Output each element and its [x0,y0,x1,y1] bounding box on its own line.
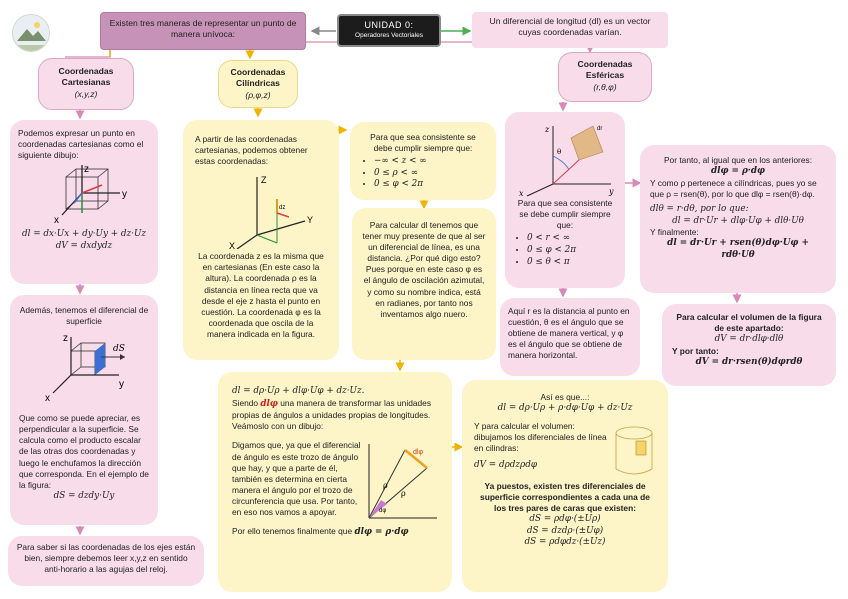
cyl-axis-x: X [229,241,236,250]
surface-1: dS = ρdφ·(±Uρ) [529,513,601,524]
area-axis-z: z [63,333,68,345]
cartesian-axis-z: z [84,164,89,176]
sph-dl-formula: dl = dr·Ur + dlφ·Uφ + dlθ·Uθ [672,215,804,226]
cartesian-intro-card [10,120,158,284]
area-axis-x: x [45,393,50,405]
cyl-condition-rho: • 0 ≤ ρ < ∞ [374,168,486,180]
sph-condition-theta: • 0 ≤ θ < π [527,257,617,269]
cartesian-dl-formula: dl = dx·Ux + dy·Uy + dz·Uz [22,229,146,240]
cartesian-area-card [10,295,158,525]
cyl-condition-z: • −∞ < z < ∞ [374,156,486,168]
spherical-volume-card [662,304,836,386]
surf-text: Ya puestos, existen tres diferenciales de superficie correspondientes a cada una de los tres pares de caras que existen: [480,480,650,513]
cartesian-area-formula: dS = dzdy·Uy [53,490,115,501]
cartesian-intro-text: Podemos expresar un punto en coordenadas cartesianas como el siguiente dibujo: [18,128,144,161]
sph-final-formula: dl = dr·Ur + rsen(θ)dφ·Uφ + rdθ·Uθ [667,238,809,260]
sph-vol-formula-1: dV = dr·dlφ·dlθ [714,334,784,345]
logo-emblem [12,14,50,52]
node-spherical-vars: (r,θ,φ) [593,81,617,92]
cartesian-axes-note [8,536,204,586]
unit-title-box [337,14,441,47]
node-cylindrical [218,60,298,108]
arc-figure [361,440,438,524]
cylindrical-dl-card [352,208,496,360]
spherical-conditions-card [505,112,625,288]
node-cylindrical-name: Coordenadas Cilíndricas [230,67,286,89]
being-text: Siendo [232,397,259,408]
surface-2: dS = dzdρ·(±Uφ) [526,525,604,536]
sph-condition-phi: • 0 ≤ φ < 2π [527,245,617,257]
dlphi-term: dlφ [260,398,278,409]
sph-dr-label: dr [597,126,603,132]
arc-rho-label: ρ [383,481,389,491]
spherical-figure [513,120,617,198]
finally-text: Por ello tenemos finalmente que [232,526,353,537]
definition-text: Un diferencial de longitud (dl) es un vector cuyas coordenadas varían. [489,16,651,38]
sph-dl-phi: dlφ = ρ·dφ [711,166,765,177]
sph-condition-r: • 0 < r < ∞ [527,233,617,245]
volume-figure [610,421,656,475]
sph-axis-x: x [519,189,524,198]
cylindrical-arc-text: Digamos que, ya que el diferencial de ángulo es este trozo de ángulo que hay, y que a parte de él, también es determina en cierta manera el ángulo por el trozo de circunferencia que usa. Por tanto, en eso nos vamos a apoyar. [232,440,361,517]
cylindrical-intro-card [183,120,339,360]
spherical-explain-card [500,298,640,376]
cylindrical-intro-text: A partir de las coordenadas cartesianas, podemos obtener estas coordenadas: [195,134,308,167]
node-cartesian-name: Coordenadas Cartesianas [58,66,114,88]
cyl-axis-z: Z [261,175,267,186]
cartesian-dv-formula: dV = dxdydz [55,240,113,251]
cyl-condition-phi: • 0 ≤ φ < 2π [374,179,486,191]
sph-vol-intro-2: Y por tanto: [672,345,719,356]
cylindrical-conditions-list [360,156,486,191]
cyl-dz-label: dz [279,205,286,212]
arc-rho-label-2: ρ [401,489,407,499]
spherical-explain-text: Aquí r es la distancia al punto en cuestión, θ es el ángulo que se obtiene de manera vertical, y φ es el ángulo que se obtiene de manera horizontal. [508,306,630,361]
cartesian-area-text: Que como se puede apreciar, es perpendicular a la superficie. Se calcula como el producto escalar de las otras dos coordenadas y luego le enchufamos la dirección que corresponda. En el ejemplo de la figura: [19,413,149,490]
intro-text: Existen tres maneras de representar un punto de manera unívoca: [109,18,297,40]
node-cartesian [38,58,134,110]
arc-dl-label: dlφ [413,449,424,457]
sph-axis-y: y [609,187,614,196]
final-formula: dlφ = ρ·dφ [354,527,409,538]
surface-3: dS = ρdφdz·(±Uz) [524,537,606,548]
cylindrical-volume-card [462,380,668,592]
cartesian-axis-x: x [54,215,59,227]
cartesian-axis-y: y [122,189,127,201]
cartesian-cube-figure [18,163,148,227]
arc-phi-label: dφ [379,508,387,515]
cylindrical-cond-intro: Para que sea consistente se debe cumplir siempre que: [370,132,476,154]
cylindrical-figure [195,169,327,249]
cylindrical-explain-text: La coordenada z es la misma que en cartesianas (En este caso la altura). La coordenada ρ es la distancia en línea recta que va desde el eje z hasta el punto en cuestión. La coordenada φ es la coordenada que oscila de la manera indicada en la figura. [198,251,324,339]
cyl-axis-y: Y [307,215,314,226]
sph-vol-intro: Para calcular el volumen de la figura de este apartado: [676,312,822,334]
sph-rho-text: Y como ρ pertenece a cilíndricas, pues yo se que ρ = rsen(θ), por lo que dlφ = rsen(θ)·dφ. [650,177,817,199]
vol-title: Así es que...: [540,392,590,402]
area-ds-label: dS [113,344,125,355]
sph-dl-intro: Por tanto, al igual que en los anteriores: [663,155,813,165]
being-rest-text: una manera de transformar las unidades propias de ángulos a unidades propias de longitudes. Veámoslo con un dibujo: [232,397,432,432]
node-spherical-name: Coordenadas Esféricas [577,59,633,81]
sph-final-intro: Y finalmente: [650,227,699,238]
sph-vol-formula-2: dV = dr·rsen(θ)dφrdθ [695,356,803,367]
sph-axis-z: z [545,125,550,134]
definition-box [472,12,668,48]
cylindrical-dl-intro: Para calcular dl tenemos que tener muy presente de que al ser un diferencial de línea, es una distancia. ¿Por qué digo esto? Pues porque en este caso φ es el ángulo de oscilación azimutal, y como su nombre indica, está en radianes, por tanto nos inventamos algo nuero. [362,220,486,319]
cylindrical-conditions-card [350,122,496,200]
sph-theta-label: θ [557,148,562,156]
node-cylindrical-vars: (ρ,φ,z) [245,89,271,100]
spherical-cond-intro: Para que sea consistente se debe cumplir siempre que: [517,198,613,231]
node-cartesian-vars: (x,y,z) [74,88,98,99]
cartesian-axes-note-text: Para saber si las coordenadas de los ejes están bien, siempre debemos leer x,y,z en sentido anti-horario a las agujas del reloj. [16,542,196,575]
area-axis-y: y [119,379,124,391]
unit-title: UNIDAD 0: [364,20,414,30]
vol-formula: dV = dρdzρdφ [474,459,537,470]
spherical-dl-card [640,145,836,293]
unit-subtitle: Operadores Vectoriales [355,31,423,39]
vol-text: Y para calcular el volumen: dibujamos los diferenciales de línea en cilindras: [474,420,607,453]
vol-dl-formula: dl = dρ·Uρ + ρ·dφ·Uφ + dz·Uz [497,403,633,414]
cylindrical-arc-card [218,372,452,592]
node-spherical [558,52,652,102]
cartesian-area-intro: Además, tenemos el diferencial de superficie [19,305,149,327]
spherical-conditions-list [513,233,617,268]
intro-header [100,12,306,50]
cartesian-area-figure [19,331,149,409]
cylindrical-dl-formula: dl = dρ·Uρ + dlφ·Uφ + dz·Uz. [232,386,365,396]
sph-dl-theta: dlθ = r·dθ, por lo que: [650,203,749,214]
